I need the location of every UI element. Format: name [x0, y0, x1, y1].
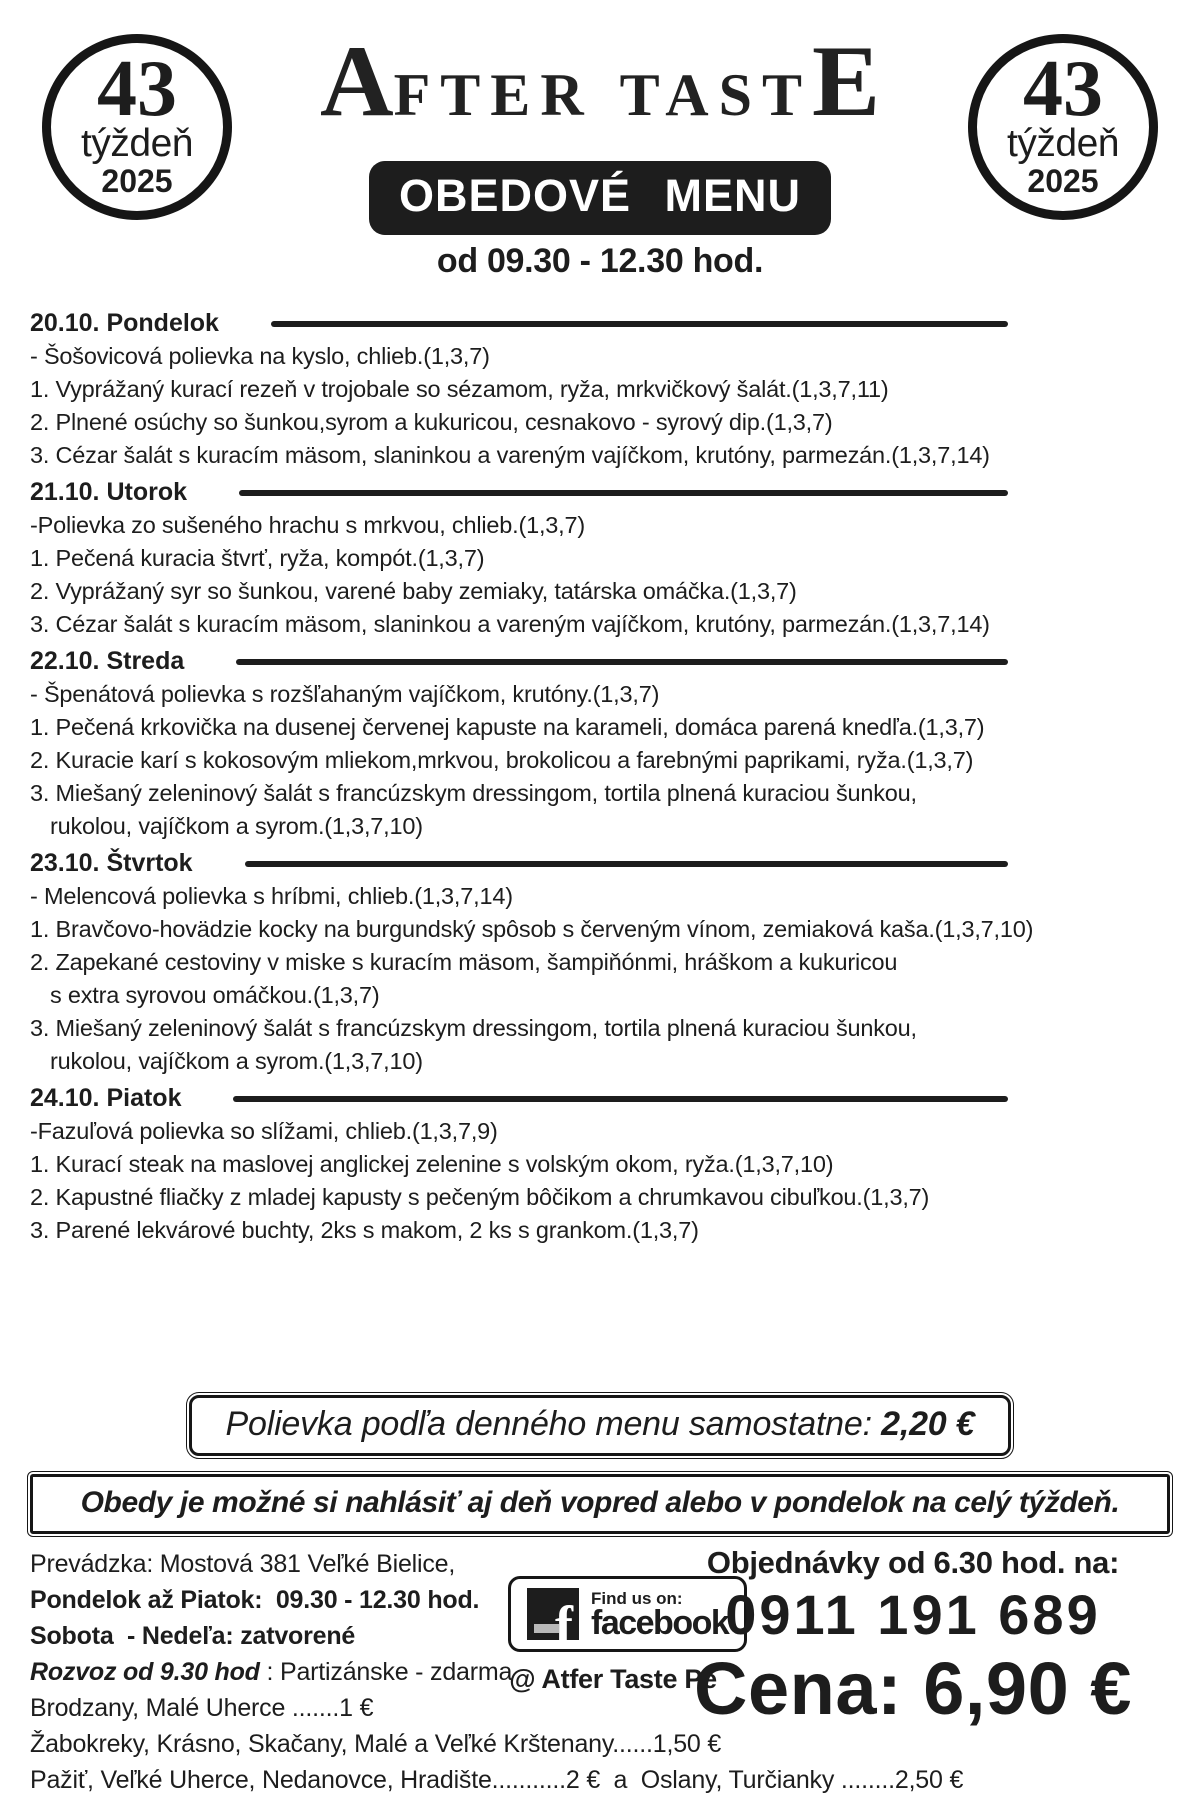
soup-price-text: Polievka podľa denného menu samostatne: [225, 1405, 882, 1443]
menu-item: 1. Kurací steak na maslovej anglickej zelenine s volským okom, ryža.(1,3,7,10) [30, 1151, 834, 1177]
day-section [30, 307, 1170, 472]
footer-line [30, 1726, 963, 1762]
facebook-wordmark: facebook [591, 1604, 729, 1642]
menu-item: - Špenátová polievka s rozšľahaným vajíčkom, krutóny.(1,3,7) [30, 681, 660, 707]
orders-phone-number: 0911 191 689 [725, 1583, 1101, 1646]
facebook-handle: @ Atfer Taste Pe [509, 1664, 717, 1694]
day-label: 20.10. Pondelok [30, 309, 219, 337]
day-header [30, 847, 1170, 880]
day-rule [239, 490, 1008, 496]
day-rule [245, 861, 1008, 867]
day-rule [271, 321, 1008, 327]
footer-line-part: Rozvoz od 9.30 hod [30, 1658, 260, 1686]
footer-line-part: Brodzany, Malé Uherce .......1 € [30, 1694, 374, 1722]
find-us-on-label: Find us on: [591, 1589, 683, 1608]
day-label: 23.10. Štvrtok [30, 849, 193, 877]
menu-price: Cena: 6,90 € [694, 1647, 1132, 1730]
day-section [30, 847, 1170, 1078]
week-badge-left [42, 34, 232, 220]
soup-price-value: 2,20 € [881, 1405, 975, 1443]
day-label: 24.10. Piatok [30, 1084, 182, 1112]
footer-line-part: Žabokreky, Krásno, Skačany, Malé a Veľké Krštenany......1,50 € [30, 1730, 722, 1758]
title-initial: A [319, 25, 394, 138]
day-header [30, 476, 1170, 509]
day-section [30, 476, 1170, 641]
menu-item: 3. Miešaný zeleninový šalát s francúzskym dressingom, tortila plnená kuraciou šunkou, [30, 780, 917, 806]
week-year: 2025 [101, 163, 173, 199]
footer [0, 1546, 1200, 1806]
menu-item: 2. Plnené osúchy so šunkou,syrom a kukuricou, cesnakovo - syrový dip.(1,3,7) [30, 409, 833, 435]
order-info [648, 1546, 1178, 1728]
week-number: 43 [97, 45, 177, 133]
title-block [232, 25, 968, 281]
footer-line [30, 1762, 963, 1798]
menu-item: -Polievka zo sušeného hrachu s mrkvou, chlieb.(1,3,7) [30, 512, 585, 538]
preorder-note-box: Obedy je možné si nahlásiť aj deň vopred alebo v pondelok na celý týždeň. [30, 1474, 1170, 1534]
day-rule [236, 659, 1008, 665]
menu-item: rukolou, vajíčkom a syrom.(1,3,7,10) [50, 813, 423, 839]
header [0, 0, 1200, 281]
day-section [30, 1082, 1170, 1247]
day-rule [233, 1096, 1008, 1102]
facebook-icon [527, 1588, 579, 1655]
title-final: E [811, 25, 881, 138]
footer-line-part: Prevádzka: Mostová 381 Veľké Bielice, [30, 1550, 456, 1578]
soup-price-box [189, 1395, 1012, 1456]
footer-line-part: Sobota - Nedeľa: zatvorené [30, 1622, 356, 1650]
day-label: 22.10. Streda [30, 647, 185, 675]
menu-item: 1. Pečená kuracia štvrť, ryža, kompót.(1,3,7) [30, 545, 485, 571]
day-header [30, 1082, 1170, 1115]
day-label: 21.10. Utorok [30, 478, 188, 506]
facebook-icon-letter: f [555, 1595, 573, 1655]
menu-item: 1. Pečená krkovička na dusenej červenej kapuste na karameli, domáca parená knedľa.(1,3,7) [30, 714, 985, 740]
menu-days [30, 307, 1170, 1247]
week-label: týždeň [1007, 122, 1119, 165]
menu-item: -Fazuľová polievka so slížami, chlieb.(1,3,7,9) [30, 1118, 498, 1144]
menu-item: 1. Bravčovo-hovädzie kocky na burgundský spôsob s červeným vínom, zemiaková kaša.(1,3,7,10) [30, 916, 1034, 942]
menu-item: rukolou, vajíčkom a syrom.(1,3,7,10) [50, 1048, 423, 1074]
menu-item: - Šošovicová polievka na kyslo, chlieb.(1,3,7) [30, 343, 490, 369]
menu-item: - Melencová polievka s hríbmi, chlieb.(1,3,7,14) [30, 883, 513, 909]
serving-hours: od 09.30 - 12.30 hod. [436, 242, 764, 280]
week-year: 2025 [1027, 163, 1099, 199]
restaurant-title [240, 25, 960, 159]
menu-item: s extra syrovou omáčkou.(1,3,7) [50, 982, 380, 1008]
menu-item: 3. Cézar šalát s kuracím mäsom, slaninkou a vareným vajíčkom, krutóny, parmezán.(1,3,7,14) [30, 442, 990, 468]
title-word1: FTER [393, 62, 594, 128]
menu-item: 2. Vyprážaný syr so šunkou, varené baby zemiaky, tatárska omáčka.(1,3,7) [30, 578, 797, 604]
orders-label: Objednávky od 6.30 hod. na: [706, 1545, 1120, 1580]
menu-item: 1. Vyprážaný kurací rezeň v trojobale so sézamom, ryža, mrkvičkový šalát.(1,3,7,11) [30, 376, 889, 402]
menu-item: 3. Miešaný zeleninový šalát s francúzskym dressingom, tortila plnená kuraciou šunkou, [30, 1015, 917, 1041]
day-header [30, 307, 1170, 340]
menu-item: 2. Zapekané cestoviny v miske s kuracím mäsom, šampiňónmi, hráškom a kukuricou [30, 949, 898, 975]
menu-item: 3. Parené lekvárové buchty, 2ks s makom, 2 ks s grankom.(1,3,7) [30, 1217, 699, 1243]
week-badge-right [968, 34, 1158, 220]
day-header [30, 645, 1170, 678]
title-word2: TAST [619, 62, 812, 128]
menu-type-badge: OBEDOVÉ MENU [369, 161, 831, 235]
footer-line-part: Pondelok až Piatok: 09.30 - 12.30 hod. [30, 1586, 480, 1614]
menu-item: 3. Cézar šalát s kuracím mäsom, slaninkou a vareným vajíčkom, krutóny, parmezán.(1,3,7,14) [30, 611, 990, 637]
week-number: 43 [1023, 45, 1103, 133]
footer-line-part: : Partizánske - zdarma [259, 1658, 513, 1686]
week-label: týždeň [81, 122, 193, 165]
footer-line-part: Pažiť, Veľké Uherce, Nedanovce, Hradište...........2 € a Oslany, Turčianky ........2,50 € [30, 1766, 964, 1794]
menu-item: 2. Kuracie karí s kokosovým mliekom,mrkvou, brokolicou a farebnými paprikami, ryža.(1,3,7) [30, 747, 974, 773]
day-section [30, 645, 1170, 843]
menu-item: 2. Kapustné fliačky z mladej kapusty s pečeným bôčikom a chrumkavou cibuľkou.(1,3,7) [30, 1184, 930, 1210]
